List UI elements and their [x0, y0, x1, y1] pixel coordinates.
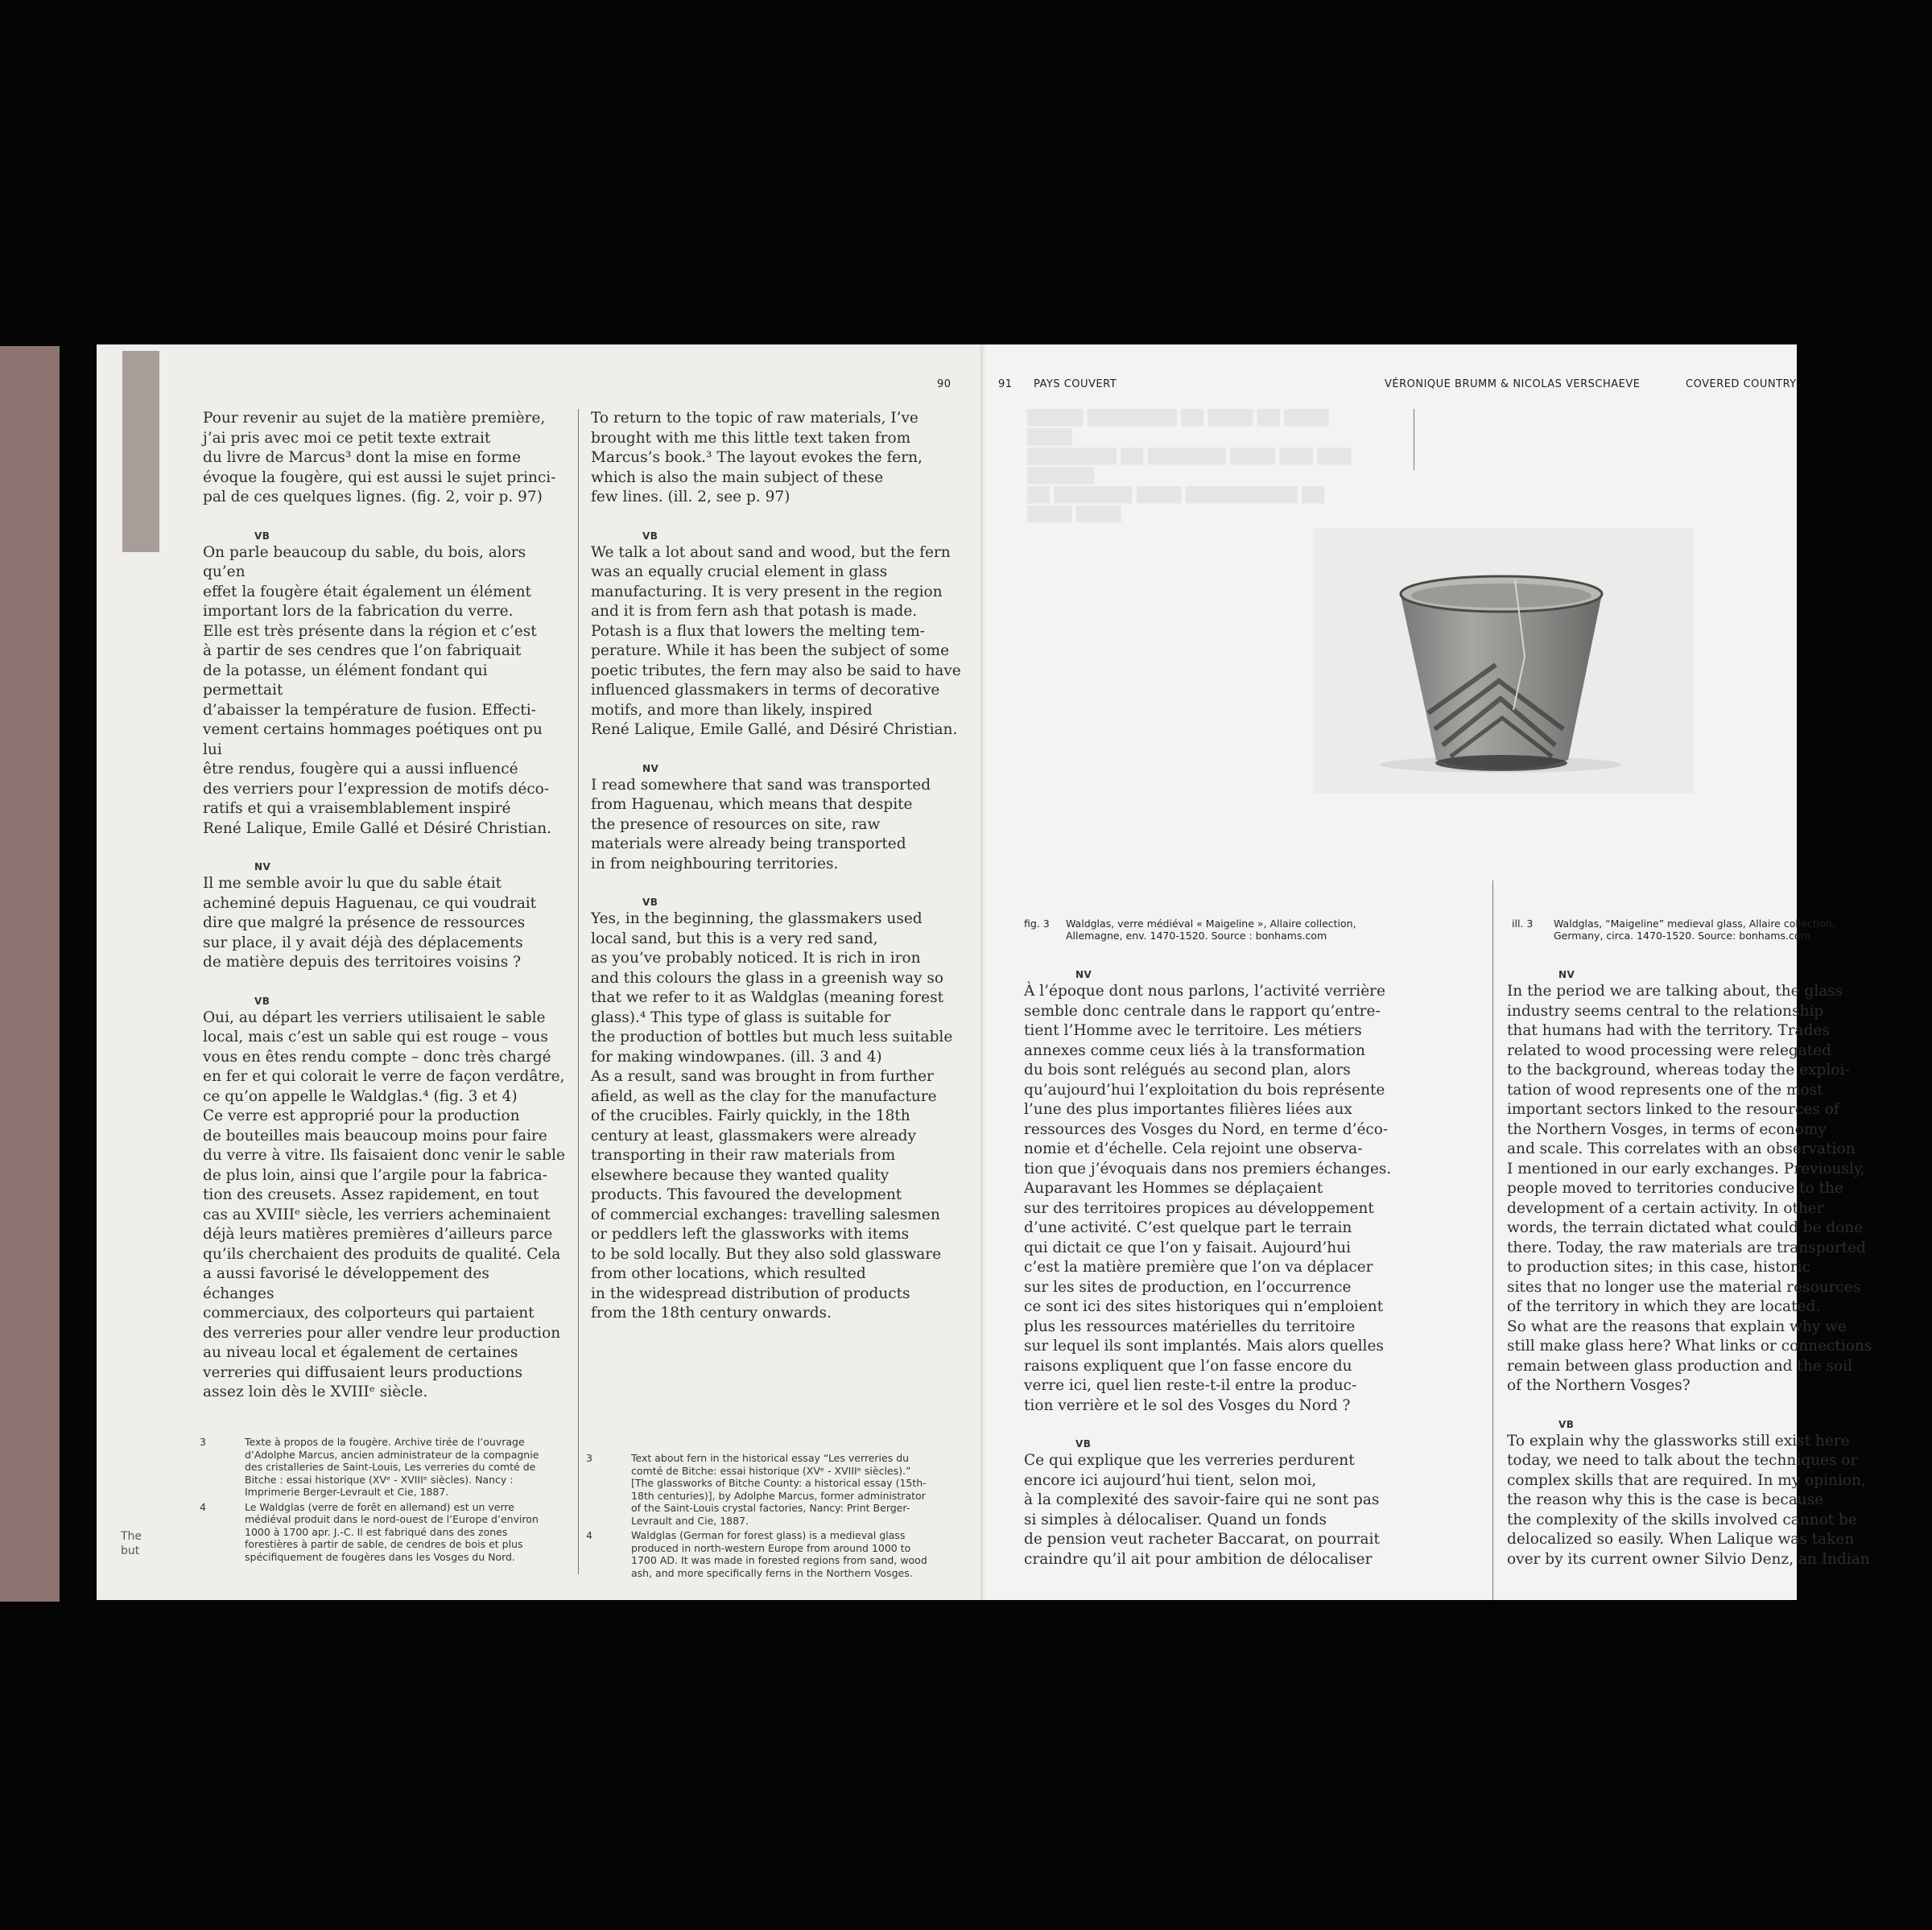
paragraph: Yes, in the beginning, the glassmakers used local sand, but this is a very red sand, as you’ve probably noticed. It is rich in iron and this colours the glass in a greenish way so that we refer to it as Waldglas (meaning forest glass).⁴ This type of glass is suitable for the production of bottles but much less suitable for making windowpanes. (ill. 3 and 4) As a result, sand was brought in from further afield, as well as the clay for the manufacture of the crucibles. Fairly quickly, in the 18th century at least, glassmakers were already transporting in their raw materials from elsewhere because they wanted quality products. This favoured the development of commercial exchanges: travelling salesmen or peddlers left the glassworks with items to be sold locally. But they also sold glassware from other locations, which resulted in the widespread distribution of products from the 18th century onwards.: [591, 910, 953, 1322]
figure-caption-english: [1512, 918, 1860, 942]
footnote-text: Texte à propos de la fougère. Archive tirée de l’ouvrage d’Adolphe Marcus, ancien administrateur de la compagnie des cristalleries de Saint-Louis, Les verreries du comté de Bitche : essai historique (XVᵉ - XVIIIᵉ siècles). Nancy : Imprimerie Berger-Levrault et Cie, 1887.: [245, 1436, 539, 1498]
paragraph: Il me semble avoir lu que du sable était acheminé depuis Haguenau, ce qui voudrait dire que malgré la présence de ressources sur place, il y avait déjà des déplacements de matière depuis des territoires voisins ?: [203, 875, 537, 971]
paragraph: Oui, au départ les verriers utilisaient le sable local, mais c’est un sable qui est rouge – vous vous en êtes rendu compte – donc très chargé en fer et qui colorait le verre de façon verdâtre, ce qu’on appelle le Waldglas.⁴ (fig. 3 et 4) Ce verre est approprié pour la production de bouteilles mais beaucoup moins pour faire du verre à vitre. Ils faisaient donc venir le sable de plus loin, ainsi que l’argile pour la fabrica- tion des creusets. Assez rapidement, en tout cas au XVIIIᵉ siècle, les verriers acheminaient déjà leurs matières premières d’ailleurs parce qu’ils cherchaient des produits de qualité. Cela a aussi favorisé le développement des échanges commerciaux, des colporteurs qui partaient des verreries pour aller vendre leur production au niveau local et également de certaines verreries qui diffusaient leurs productions assez loin dès le XVIIIᵉ siècle.: [203, 1008, 565, 1400]
english-column-left: [591, 409, 961, 1346]
footnote-text: Le Waldglas (verre de forêt en allemand) est un verre médiéval produit dans le nord-ouest de l’Europe d’environ 1000 à 1700 apr. J.-C. Il est fabriqué dans des zones forestières à partir de sable, de cendres de bois et plus spécifiquement de fougères dans les Vosges du Nord.: [245, 1500, 539, 1563]
speaker-label: NV: [254, 861, 271, 872]
footnote: [586, 1529, 929, 1579]
footnote-number: 4: [586, 1529, 592, 1541]
column-rule: [578, 409, 579, 1574]
footnotes-french: [200, 1436, 543, 1565]
footnote-number: 4: [200, 1500, 206, 1513]
paragraph: In the period we are talking about, the glass industry seems central to the relationship that humans had with the territory. Trades related to wood processing were relegated to the background, whereas today the exploi- tation of wood represents one of the most important sectors linked to the resources of the Northern Vosges, in terms of economy and scale. This correlates with an observation I mentioned in our early exchanges. Previously, people moved to territories conducive to the development of a certain activity. In other words, the terrain dictated what could be done there. Today, the raw materials are transported to production sites; in this case, historic sites that no longer use the material resources of the territory in which they are located. So what are the reasons that explain why we still make glass here? What links or connections remain between glass production and the soil of the Northern Vosges?: [1507, 983, 1872, 1394]
french-column-left: [203, 409, 565, 1425]
book-spread: [97, 344, 1872, 1600]
figure-label: fig. 3: [1024, 918, 1050, 930]
footnotes-english: [586, 1452, 929, 1582]
footnote-number: 3: [586, 1452, 592, 1464]
paragraph: On parle beaucoup du sable, du bois, alors qu’en effet la fougère était également un élément important lors de la fabrication du verre. Elle est très présente dans la région et c’est à partir de ses cendres que l’on fabriquait de la potasse, un élément fondant qui permettait d’abaisser la température de fusion. Effecti- vement certains hommages poétiques ont pu lui être rendus, fougère qui a aussi influencé des verriers pour l’expression de motifs déco- ratifs et qui a vraisemblablement inspiré René Lalique, Emile Gallé et Désiré Christian.: [203, 543, 552, 837]
paragraph: To return to the topic of raw materials, I’ve brought with me this little text taken from Marcus’s book.³ The layout evokes the fern, which is also the main subject of these few lines. (ill. 2, see p. 97): [591, 410, 923, 505]
speaker-label: NV: [642, 762, 659, 774]
speaker-label: VB: [642, 530, 658, 542]
show-through-text: █████ ████████ ██ ████ ██ ████ ████ ████████ ██ ███████ ████ ███ ███ ██████ ██ ███████ ████ ██████████ ██ ████ ████: [1027, 410, 1352, 523]
caption-text: Waldglas, verre médiéval « Maigeline », Allaire collection, Allemagne, env. 1470-1520. Source : bonhams.com: [1066, 918, 1356, 942]
page-number-right: 91: [998, 378, 1013, 390]
paragraph: Ce qui explique que les verreries perdurent encore ici aujourd’hui tient, selon moi, à la complexité des savoir-faire qui ne sont pas si simples à délocaliser. Quand un fonds de pension veut racheter Baccarat, on pourrait craindre qu’il ait pour ambition de délocaliser: [1024, 1452, 1380, 1568]
previous-page-text-fragment: The but: [121, 1530, 142, 1557]
page-number-left: 90: [937, 378, 952, 390]
running-head-left: PAYS COUVERT: [1034, 378, 1117, 390]
column-rule-bottom: [1492, 880, 1493, 1600]
caption-text: Waldglas, “Maigeline” medieval glass, Allaire collection, Germany, circa. 1470-1520. Source: bonhams.com: [1554, 918, 1835, 942]
speaker-label: VB: [1558, 1418, 1575, 1430]
english-column-right: [1507, 969, 1877, 1592]
speaker-label: VB: [642, 897, 658, 908]
running-head-authors: VÉRONIQUE BRUMM & NICOLAS VERSCHAEVE: [1385, 378, 1641, 390]
running-head-right: COVERED COUNTRY: [1686, 378, 1797, 390]
speaker-label: VB: [254, 995, 270, 1007]
figure-caption-french: [1024, 918, 1372, 942]
paragraph: À l’époque dont nous parlons, l’activité verrière semble donc centrale dans le rapport qu’entre- tient l’Homme avec le territoire. Les métiers annexes comme ceux liés à la transformation du bois sont relégués au second plan, alors qu’aujourd’hui l’exploitation du bois représente l’une des plus importantes filières liées aux ressources des Vosges du Nord, en terme d’éco- nomie et d’échelle. Cela rejoint une observa- tion que j’évoquais dans nos premiers échanges. Auparavant les Hommes se déplaçaient sur des territoires propices au développement d’une activité. C’est quelque part le terrain qui dictait ce que l’on y faisait. Aujourd’hui c’est la matière première que l’on va déplacer sur les sites de production, en l’occurrence ce sont ici des sites historiques qui n’emploient plus les ressources matérielles du territoire sur lequel ils sont implantés. Mais alors quelles raisons expliquent que l’on fasse encore du verre ici, quel lien reste-t-il entre la produc- tion verrière et le sol des Vosges du Nord ?: [1024, 983, 1392, 1414]
paragraph: We talk a lot about sand and wood, but the fern was an equally crucial element in glass manufacturing. It is very present in the region and it is from fern ash that potash is made. Potash is a flux that lowers the melting tem- perature. While it has been the subject of some poetic tributes, the fern may also be said to have influenced glassmakers in terms of decorative motifs, and more than likely, inspired René Lalique, Emile Gallé, and Désiré Christian.: [591, 543, 961, 738]
speaker-label: VB: [1075, 1438, 1092, 1450]
footnote: [586, 1452, 929, 1527]
paragraph: I read somewhere that sand was transported from Haguenau, which means that despite the presence of resources on site, raw materials were already being transported in from neighbouring territories.: [591, 776, 931, 872]
french-column-right: [1024, 969, 1402, 1592]
previous-page-photo-fragment: [122, 351, 159, 552]
left-page: [97, 344, 985, 1600]
paragraph: To explain why the glassworks still exist here today, we need to talk about the techniques or complex skills that are required. In my opinion, the reason why this is the case is because the complexity of the skills involved cannot be delocalized so easily. When Lalique was taken over by its current owner Silvio Denz, an Indian: [1507, 1432, 1870, 1568]
footnote: [200, 1436, 543, 1499]
footnote-text: Waldglas (German for forest glass) is a medieval glass produced in north-western Europe from around 1000 to 1700 AD. It was made in forested regions from sand, wood ash, and more specifically ferns in the Northern Vosges.: [631, 1529, 927, 1579]
illustration-label: ill. 3: [1512, 918, 1534, 930]
speaker-label: NV: [1075, 969, 1092, 980]
waldglas-photo: [1314, 528, 1694, 794]
speaker-label: NV: [1558, 969, 1575, 980]
footnote-text: Text about fern in the historical essay “Les verreries du comté de Bitche: essai historique (XVᵉ - XVIIIᵉ siècles).” [The glassworks of Bitche County: a historical essay (15th-18th centuries)], by Adolphe Marcus, former administrator of the Saint-Louis crystal factories, Nancy: Print Berger-Levrault and Cie, 1887.: [631, 1452, 927, 1527]
footnote-number: 3: [200, 1436, 206, 1448]
glass-beaker-image: [1314, 528, 1694, 794]
previous-page-edge: [0, 346, 60, 1602]
right-page: [987, 344, 1872, 1600]
footnote: [200, 1501, 543, 1564]
paragraph: Pour revenir au sujet de la matière première, j’ai pris avec moi ce petit texte extrait du livre de Marcus³ dont la mise en forme évoque la fougère, qui est aussi le sujet princi- pal de ces quelques lignes. (fig. 2, voir p. 97): [203, 410, 556, 505]
speaker-label: VB: [254, 530, 270, 542]
